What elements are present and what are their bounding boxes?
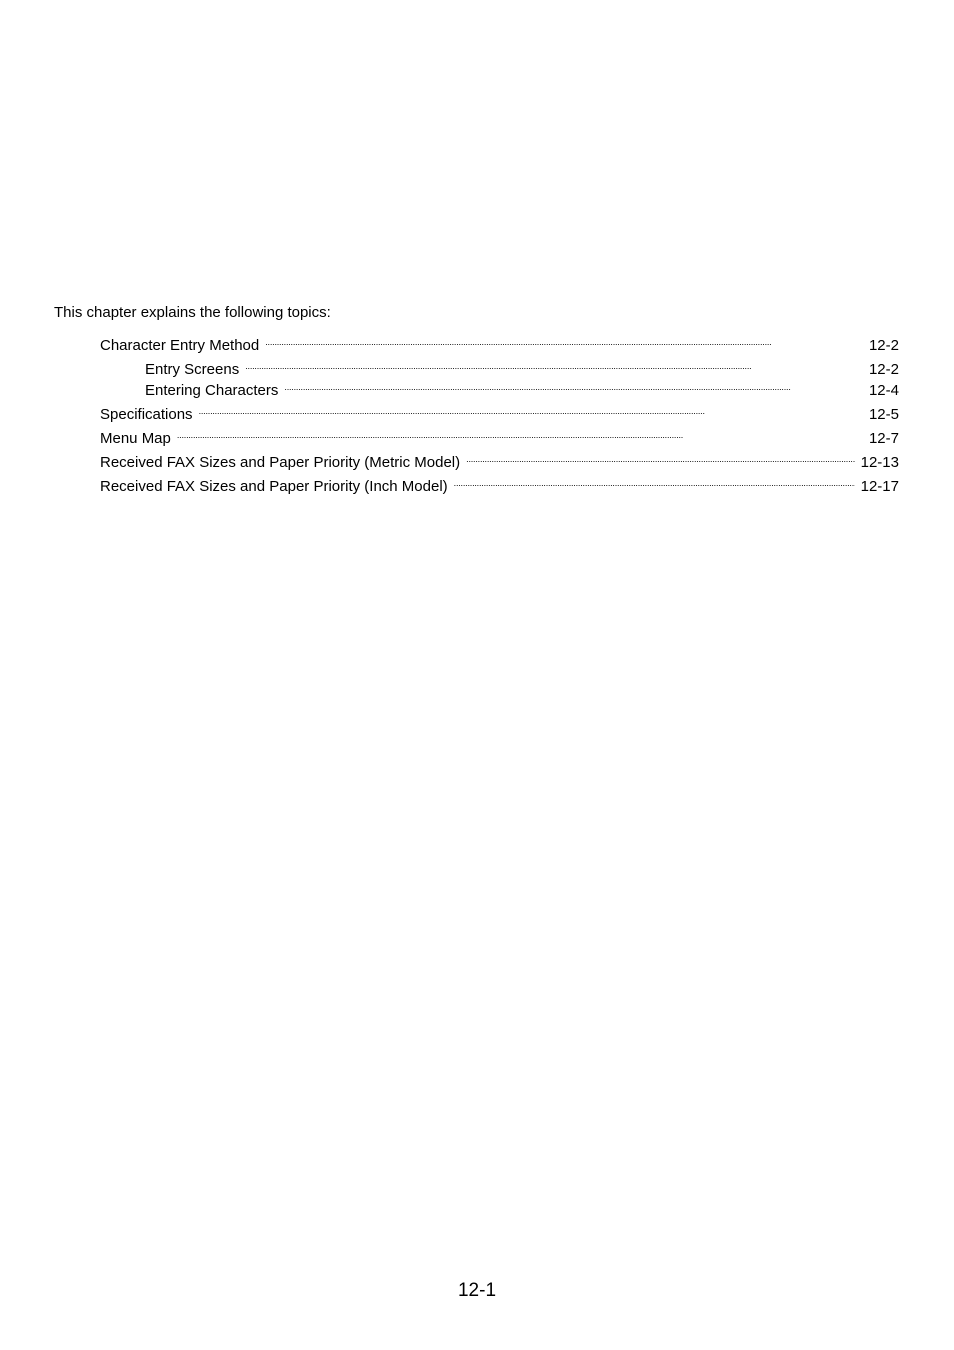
toc-dot-leader — [265, 332, 863, 350]
toc-entry-entry-screens[interactable] — [145, 356, 899, 379]
toc-entry-title: Entering Characters — [145, 382, 279, 399]
chapter-intro-text: This chapter explains the following topics: — [54, 304, 331, 321]
toc-dot-leader — [466, 449, 854, 467]
toc-entry-page: 12-17 — [860, 478, 899, 495]
toc-entry-page: 12-4 — [868, 382, 899, 399]
toc-entry-title: Received FAX Sizes and Paper Priority (Metric Model) — [100, 454, 461, 471]
toc-dot-leader — [454, 473, 855, 491]
toc-entry-page: 12-2 — [868, 337, 899, 354]
page-number: 12-1 — [457, 1280, 497, 1301]
toc-entry-received-fax-metric[interactable] — [100, 449, 899, 472]
toc-entry-entering-characters[interactable] — [145, 377, 899, 400]
toc-dot-leader — [284, 377, 863, 395]
toc-entry-title: Specifications — [100, 406, 193, 423]
toc-entry-title: Character Entry Method — [100, 337, 260, 354]
toc-entry-page: 12-5 — [868, 406, 899, 423]
toc-entry-title: Received FAX Sizes and Paper Priority (Inch Model) — [100, 478, 448, 495]
toc-entry-title: Menu Map — [100, 430, 171, 447]
toc-dot-leader — [245, 356, 863, 374]
toc-entry-page: 12-2 — [868, 361, 899, 378]
toc-entry-character-entry-method[interactable] — [100, 332, 899, 355]
toc-entry-title: Entry Screens — [145, 361, 240, 378]
toc-dot-leader — [177, 425, 863, 443]
toc-entry-menu-map[interactable] — [100, 425, 899, 448]
toc-entry-received-fax-inch[interactable] — [100, 473, 899, 496]
toc-entry-page: 12-7 — [868, 430, 899, 447]
toc-entry-page: 12-13 — [860, 454, 899, 471]
toc-entry-specifications[interactable] — [100, 401, 899, 424]
toc-dot-leader — [199, 401, 863, 419]
